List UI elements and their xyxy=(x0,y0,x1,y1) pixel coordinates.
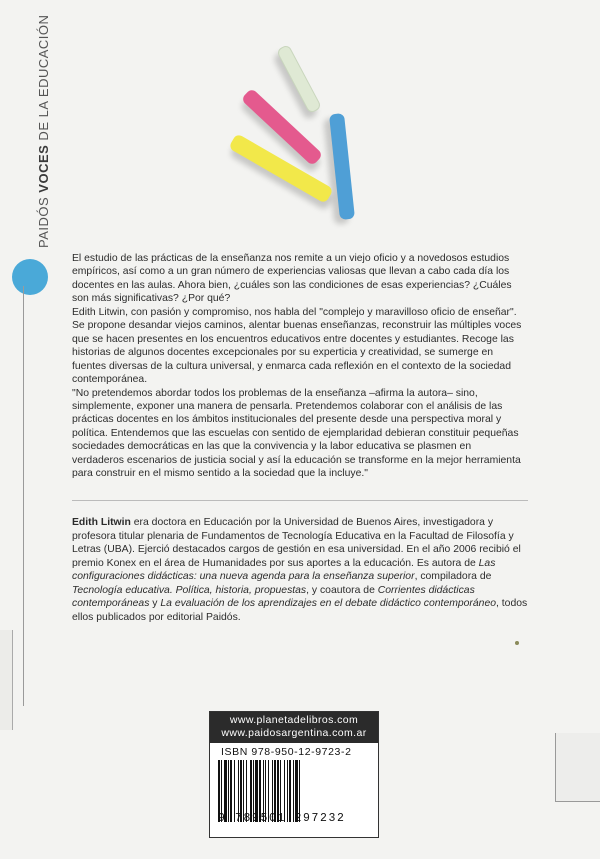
book-title: La evaluación de los aprendizajes en el debate didáctico contemporáneo xyxy=(160,598,497,609)
book-description xyxy=(72,252,524,481)
publisher-url-link[interactable]: www.paidosargentina.com.ar xyxy=(221,727,367,739)
book-title: Tecnología educativa. Política, historia, propuestas xyxy=(72,584,307,596)
series-publisher: PAIDÓS xyxy=(36,196,51,248)
url-band xyxy=(210,712,378,743)
description-paragraph: El estudio de las prácticas de la enseñanza nos remite a un viejo oficio y a novedosos estudios empíricos, así como a un gran número de experiencias valiosas que llevan a cabo cada día los docentes en las aulas. Ahora bien, ¿cuáles son las condiciones de esas experiencias? ¿Cuáles son más significativas? ¿Por qué? xyxy=(72,253,512,305)
bio-text: , compiladora de xyxy=(414,571,492,582)
series-dot-icon xyxy=(12,259,48,295)
barcode-digits: 9 789501 297232 xyxy=(218,812,346,825)
right-flap-edge xyxy=(555,733,600,802)
description-quote: "No pretendemos abordar todos los problemas de la enseñanza –afirma la autora– sino, simplemente, exponer una manera de pensarla. Pretendemos colaborar con el análisis de las prácticas docentes en los ámbitos institucionales del presente desde una perspectiva moral y política. Entendemos que las escuelas con sentido de ejemplaridad debieran constituir pequeñas sociedades democráticas en las que la convivencia y la labor educativa se plasmen en verdaderos escenarios de justicia social y así la educación se transforme en la mejor herramienta para construir en el mismo sentido a la sociedad que la incluye." xyxy=(72,387,521,480)
isbn-label: ISBN 978-950-12-9723-2 xyxy=(221,746,352,758)
book-title: Corrientes didácticas contemporáneas xyxy=(72,584,475,609)
series-collection: VOCES xyxy=(36,144,51,193)
description-paragraph: Edith Litwin, con pasión y compromiso, nos habla del "complejo y maravilloso oficio de enseñar". Se propone desandar viejos caminos, alentar buenas enseñanzas, reconstruir las múltiples voces que se hacen presentes en los encuentros educativos entre docentes y estudiantes. Recoge las historias de algunos docentes excepcionales por su experticia y creatividad, se sumerge en fuentes diversas de la cultura universal, y enmarca cada reflexión en el contexto de la sociedad contemporánea. xyxy=(72,306,522,386)
barcode-panel xyxy=(209,711,379,838)
book-title: Las configuraciones didácticas: una nueva agenda para la enseñanza superior xyxy=(72,557,496,582)
bio-text: era doctora en Educación por la Universidad de Buenos Aires, investigadora y profesora titular plenaria de Fundamentos de Tecnología Educativa en la Facultad de Filosofía y Letras (UBA). Ejerció destacados cargos de gestión en esa universidad. En el año 2006 recibió el premio Konex en el área de Humanidades por sus aportes a la educación. Es autora de xyxy=(72,517,521,569)
vertical-rule xyxy=(23,286,24,706)
author-name: Edith Litwin xyxy=(72,517,131,528)
bio-text: , todos ellos publicados por editorial Paidós. xyxy=(72,598,528,623)
speck xyxy=(515,641,519,645)
author-bio xyxy=(72,516,528,624)
bio-text: , y coautora de xyxy=(306,584,378,596)
left-flap-edge xyxy=(0,630,13,730)
bio-text: y xyxy=(149,598,161,609)
series-collection-rest: DE LA EDUCACIÓN xyxy=(36,14,51,141)
publisher-url-link[interactable]: www.planetadelibros.com xyxy=(229,714,359,726)
series-title xyxy=(36,15,51,248)
divider xyxy=(72,500,528,501)
